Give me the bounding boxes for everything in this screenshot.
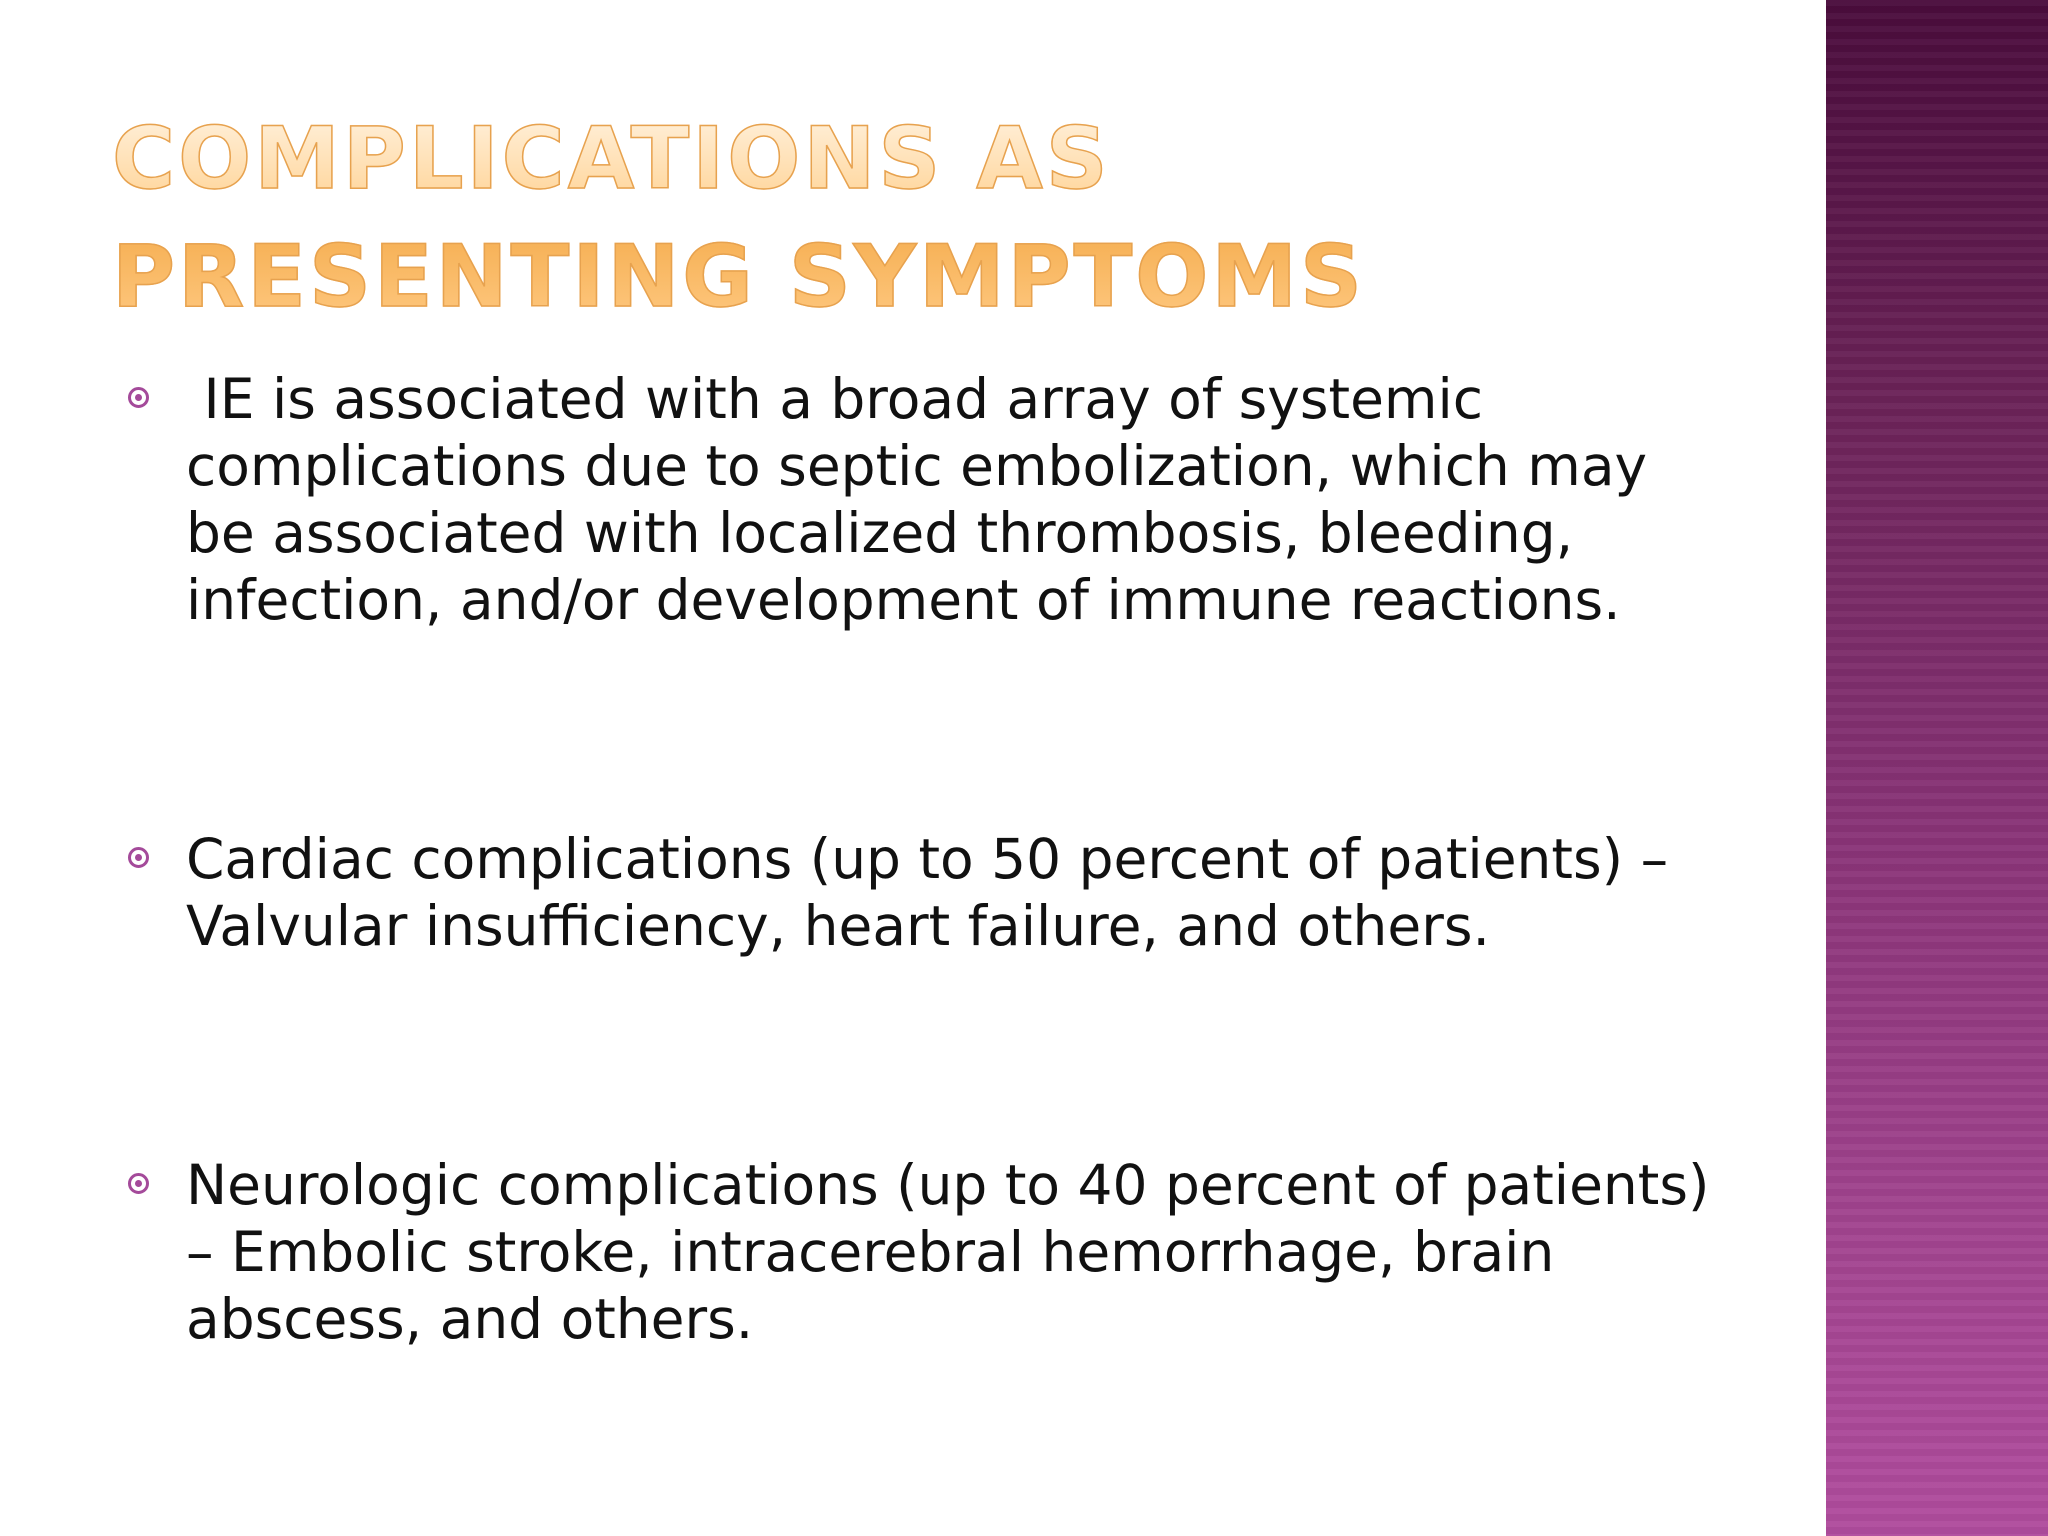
bullet-text: IE is associated with a broad array of systemic complications due to septic embolization, which may be associated with localized thrombosis, bleeding, infection, and/or development of immune reactions. <box>186 367 1665 632</box>
bullet-circle-icon <box>128 1173 149 1194</box>
bullet-text: Cardiac complications (up to 50 percent of patients) – Valvular insufficiency, heart failure, and others. <box>186 827 1686 958</box>
bullet-circle-icon <box>128 387 149 408</box>
bullet-item-systemic <box>128 366 1728 634</box>
decorative-side-band <box>1826 0 2048 1536</box>
bullet-item-cardiac <box>128 826 1728 960</box>
bullet-item-neurologic <box>128 1152 1728 1353</box>
bullet-circle-icon <box>128 847 149 868</box>
bullet-list <box>128 366 1728 1353</box>
slide-title: COMPLICATIONS AS PRESENTING SYMPTOMS <box>112 100 1732 336</box>
bullet-text: Neurologic complications (up to 40 percent of patients) – Embolic stroke, intracerebral hemorrhage, brain abscess, and others. <box>186 1153 1727 1351</box>
